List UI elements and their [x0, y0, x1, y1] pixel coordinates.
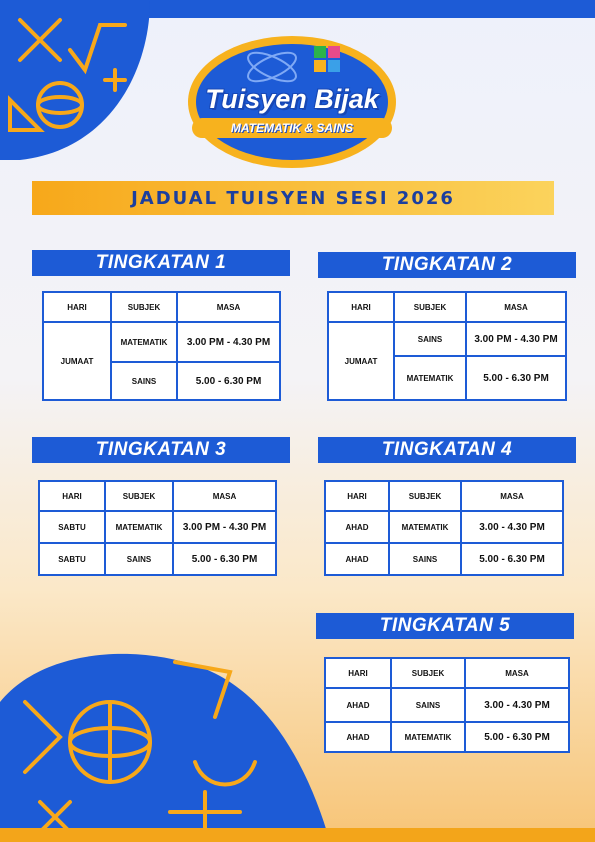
table-row	[39, 511, 276, 543]
table-header-row	[325, 658, 569, 688]
logo-title: Tuisyen Bijak	[205, 84, 379, 114]
cell-subjek: SAINS	[389, 543, 461, 575]
header-masa: MASA	[466, 292, 566, 322]
schedule-table-form-3	[38, 480, 277, 576]
logo-subtitle: MATEMATIK & SAINS	[192, 118, 392, 138]
header-masa: MASA	[465, 658, 569, 688]
cell-subjek: SAINS	[394, 322, 466, 356]
cell-masa: 3.00 PM - 4.30 PM	[173, 511, 276, 543]
table-header-row	[43, 292, 280, 322]
cell-hari: AHAD	[325, 688, 391, 722]
bottom-accent-bar	[0, 828, 595, 842]
cell-hari: AHAD	[325, 543, 389, 575]
cell-hari: AHAD	[325, 511, 389, 543]
header-hari: HARI	[325, 481, 389, 511]
form-4-banner: TINGKATAN 4	[318, 437, 576, 463]
header-masa: MASA	[177, 292, 280, 322]
table-row	[325, 722, 569, 752]
table-header-row	[39, 481, 276, 511]
cell-subjek: SAINS	[111, 362, 177, 400]
table-header-row	[325, 481, 563, 511]
math-doodle-icon	[0, 0, 170, 170]
header-subjek: SUBJEK	[391, 658, 465, 688]
header-masa: MASA	[173, 481, 276, 511]
form-2-banner: TINGKATAN 2	[318, 252, 576, 278]
cell-hari: SABTU	[39, 511, 105, 543]
schedule-table-form-1	[42, 291, 281, 401]
cell-subjek: SAINS	[105, 543, 173, 575]
schedule-table-form-2	[327, 291, 567, 401]
cell-masa: 5.00 - 6.30 PM	[465, 722, 569, 752]
header-hari: HARI	[328, 292, 394, 322]
header-hari: HARI	[43, 292, 111, 322]
header-hari: HARI	[39, 481, 105, 511]
form-1-banner: TINGKATAN 1	[32, 250, 290, 276]
cell-masa: 3.00 - 4.30 PM	[465, 688, 569, 722]
table-row	[328, 322, 566, 356]
cell-masa: 5.00 - 6.30 PM	[177, 362, 280, 400]
cell-subjek: MATEMATIK	[105, 511, 173, 543]
cell-subjek: MATEMATIK	[394, 356, 466, 400]
header-subjek: SUBJEK	[389, 481, 461, 511]
cell-subjek: MATEMATIK	[111, 322, 177, 362]
cell-masa: 5.00 - 6.30 PM	[173, 543, 276, 575]
cell-hari: SABTU	[39, 543, 105, 575]
header-subjek: SUBJEK	[111, 292, 177, 322]
schedule-table-form-5	[324, 657, 570, 753]
table-row	[43, 322, 280, 362]
cell-masa: 5.00 - 6.30 PM	[466, 356, 566, 400]
table-row	[325, 688, 569, 722]
cell-masa: 3.00 PM - 4.30 PM	[466, 322, 566, 356]
cell-hari: JUMAAT	[43, 322, 111, 400]
cell-masa: 3.00 PM - 4.30 PM	[177, 322, 280, 362]
table-row	[39, 543, 276, 575]
header-hari: HARI	[325, 658, 391, 688]
table-row	[325, 511, 563, 543]
form-3-banner: TINGKATAN 3	[32, 437, 290, 463]
cell-masa: 3.00 - 4.30 PM	[461, 511, 563, 543]
cell-hari: JUMAAT	[328, 322, 394, 400]
cell-subjek: MATEMATIK	[389, 511, 461, 543]
cell-hari: AHAD	[325, 722, 391, 752]
cell-subjek: SAINS	[391, 688, 465, 722]
table-header-row	[328, 292, 566, 322]
cell-subjek: MATEMATIK	[391, 722, 465, 752]
header-masa: MASA	[461, 481, 563, 511]
schedule-table-form-4	[324, 480, 564, 576]
cell-masa: 5.00 - 6.30 PM	[461, 543, 563, 575]
globe-icon	[0, 642, 330, 842]
brand-logo	[172, 22, 412, 170]
header-subjek: SUBJEK	[394, 292, 466, 322]
header-subjek: SUBJEK	[105, 481, 173, 511]
page-title: JADUAL TUISYEN SESI 2026	[32, 181, 554, 215]
form-5-banner: TINGKATAN 5	[316, 613, 574, 639]
table-row	[325, 543, 563, 575]
